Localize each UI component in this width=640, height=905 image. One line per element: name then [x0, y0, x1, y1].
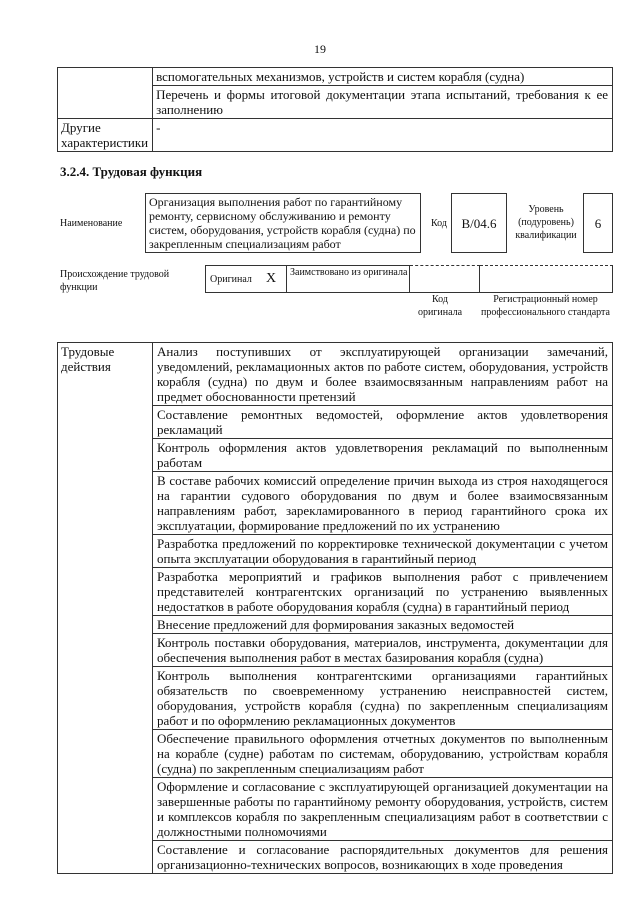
- action-item: Анализ поступивших от эксплуатирующей организации замечаний, уведомлений, рекламационных актов по работе систем, оборудования, устройств корабля (судна) по двум и более взаимосвязанным направлениям работ на предмет обоснованности претензий: [153, 343, 613, 406]
- qualification-level-value: 6: [583, 193, 613, 253]
- action-item: Контроль поставки оборудования, материалов, инструмента, документации для обеспечения выполнения работ в местах базирования корабля (судна): [153, 634, 613, 667]
- action-item: Оформление и согласование с эксплуатирующей организацией документации на завершенные работы по гарантийному ремонту оборудования, устройств, систем и комплексов корабля по закрепленным специализациям работ в соответствии с должностными полномочиями: [153, 778, 613, 841]
- action-item: Составление ремонтных ведомостей, оформление актов удовлетворения рекламаций: [153, 406, 613, 439]
- name-label: Наименование: [60, 218, 123, 229]
- table-row: [58, 68, 613, 86]
- labor-actions-table: [57, 342, 613, 874]
- table-row: [58, 119, 613, 152]
- characteristics-table: [57, 67, 613, 152]
- code-original-label: Код оригинала: [417, 294, 463, 318]
- section-title: 3.2.4. Трудовая функция: [60, 164, 203, 179]
- code-label: Код: [431, 218, 447, 229]
- characteristic-text-1: вспомогательных механизмов, устройств и систем корабля (судна): [153, 68, 613, 86]
- function-origin-label: Происхождение трудовой функции: [60, 269, 170, 293]
- reg-number-cell: [480, 265, 613, 293]
- labor-actions-label: Трудовые действия: [58, 343, 153, 874]
- code-original-cell: [410, 265, 480, 293]
- characteristic-text-2: Перечень и формы итоговой документации этапа испытаний, требования к ее заполнению: [153, 86, 613, 119]
- function-name-box: Организация выполнения работ по гарантийному ремонту, сервисному обслуживанию и ремонту систем, оборудования, устройств корабля (судна) по закрепленным специализациям работ: [145, 193, 421, 253]
- action-item: Внесение предложений для формирования заказных ведомостей: [153, 616, 613, 634]
- original-mark: X: [266, 271, 277, 286]
- action-item: Контроль выполнения контрагентскими организациями гарантийных обязательств по своевременному устранению неисправностей систем, оборудования, устройств корабля (судна) по закрепленным специализациям работ и по оформлению рекламационных документов: [153, 667, 613, 730]
- action-item: В составе рабочих комиссий определение причин выхода из строя находящегося на гарантии судового оборудования по двум и более взаимосвязанным направлениям работ, зарекламированного в период гарантийного срока их эксплуатации, формирование предложений по их устранению: [153, 472, 613, 535]
- original-cell: [205, 265, 287, 293]
- empty-label-cell: [58, 68, 153, 119]
- action-item: Разработка предложений по корректировке технической документации с учетом опыта эксплуатации оборудования в гарантийный период: [153, 535, 613, 568]
- original-label: Оригинал: [210, 274, 252, 285]
- action-item: Контроль оформления актов удовлетворения рекламаций по выполненным работам: [153, 439, 613, 472]
- action-item: Обеспечение правильного оформления отчетных документов по выполненным на корабле (судне) работам по системам, оборудованию, устройствам корабля (судна) по закрепленным специализациям работ: [153, 730, 613, 778]
- action-item: Составление и согласование распорядительных документов для решения организационно-технических вопросов, возникающих в ходе проведения: [153, 841, 613, 874]
- other-characteristics-label: Другие характеристики: [58, 119, 153, 152]
- page-number: 19: [314, 42, 326, 56]
- table-row: [58, 343, 613, 406]
- reg-number-label: Регистрационный номер профессионального стандарта: [481, 294, 610, 318]
- borrowed-cell: [287, 265, 410, 293]
- borrowed-label: Заимствовано из оригинала: [290, 267, 408, 278]
- action-item: Разработка мероприятий и графиков выполнения работ с привлечением представителей контрагентских организаций по устранению выявленных недостатков в работе оборудования корабля (судна) в гарантийный период: [153, 568, 613, 616]
- code-value-box: В/04.6: [451, 193, 507, 253]
- qualification-level-label: Уровень (подуровень) квалификации: [515, 204, 577, 241]
- other-characteristics-value: -: [153, 119, 613, 152]
